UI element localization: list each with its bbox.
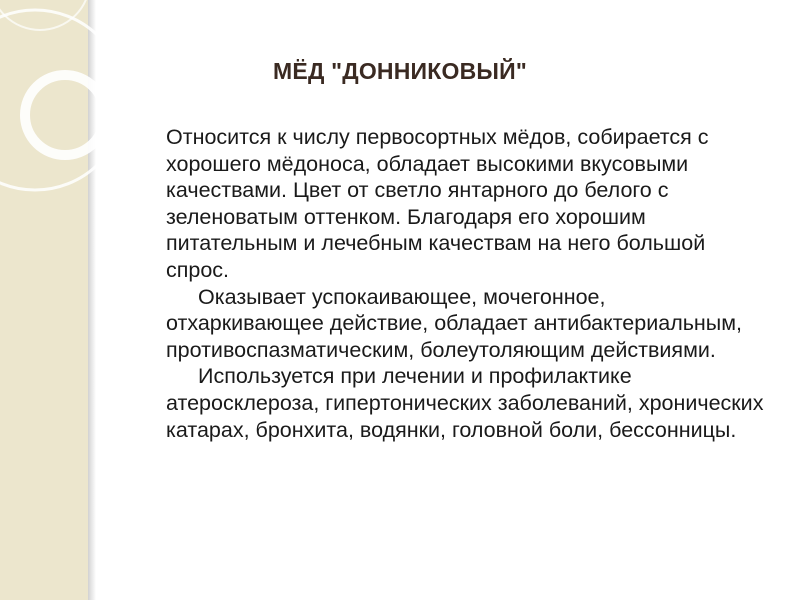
paragraph-description: Относится к числу первосортных мёдов, собирается с хорошего мёдоноса, обладает высокими вкусовыми качествами. Цвет от светло янтарного до белого с зеленоватым оттенком. Благодаря его хорошим питательным и лечебным качествам на него большой спрос. xyxy=(166,125,709,282)
ring-small xyxy=(25,75,105,155)
paragraph-effects: Оказывает успокаивающее, мочегонное, отхаркивающее действие, обладает антибактериальным, противоспазматическим, болеутоляющим действиями. xyxy=(166,284,743,362)
slide-body xyxy=(166,124,766,443)
ring-top xyxy=(0,0,90,30)
paragraph-usage: Используется при лечении и профилактике атеросклероза, гипертонических заболеваний, хронических катарах, бронхита, водянки, головной боли, бессонницы. xyxy=(166,364,764,442)
decorative-rings xyxy=(0,0,180,260)
slide-title: МЁД "ДОННИКОВЫЙ" xyxy=(273,58,527,84)
